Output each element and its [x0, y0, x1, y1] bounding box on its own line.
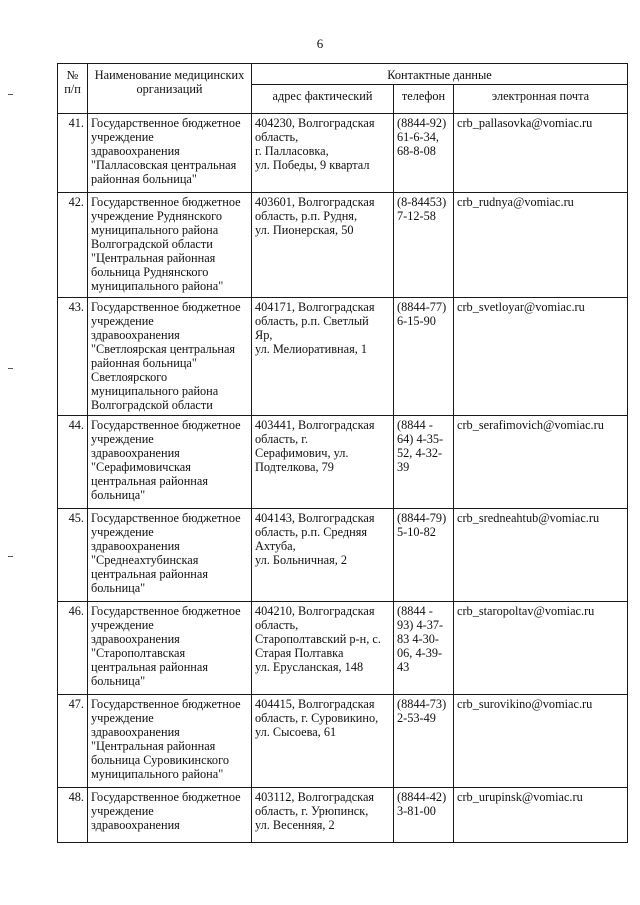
row-number: 45.: [58, 509, 88, 602]
org-name: Государственное бюджетное учреждение здравоохранения "Центральная районная больница Суровикинского муниципального района": [88, 695, 252, 788]
table-row: [58, 695, 628, 788]
scan-mark: [8, 556, 13, 557]
org-email: crb_urupinsk@vomiac.ru: [454, 788, 628, 843]
row-number: 43.: [58, 298, 88, 416]
org-address: 404210, Волгоградская область, Старополтавский р-н, с. Старая Полтавка ул. Ерусланская, 148: [252, 602, 394, 695]
header-contacts: Контактные данные: [252, 64, 628, 85]
org-address: 403441, Волгоградская область, г. Серафимович, ул. Подтелкова, 79: [252, 416, 394, 509]
row-number: 47.: [58, 695, 88, 788]
table-row: [58, 298, 628, 416]
org-address: 403601, Волгоградская область, р.п. Рудня, ул. Пионерская, 50: [252, 193, 394, 298]
org-phone: (8-84453) 7-12-58: [394, 193, 454, 298]
row-number: 44.: [58, 416, 88, 509]
org-email: crb_rudnya@vomiac.ru: [454, 193, 628, 298]
org-address: 404415, Волгоградская область, г. Суровикино, ул. Сысоева, 61: [252, 695, 394, 788]
scan-mark: [8, 94, 13, 95]
row-number: 48.: [58, 788, 88, 843]
page-number: 6: [316, 36, 324, 51]
row-number: 41.: [58, 114, 88, 193]
org-email: crb_surovikino@vomiac.ru: [454, 695, 628, 788]
org-phone: (8844-77) 6-15-90: [394, 298, 454, 416]
org-name: Государственное бюджетное учреждение здравоохранения "Старополтавская центральная районная больница": [88, 602, 252, 695]
scan-mark: [8, 368, 13, 369]
org-address: 404230, Волгоградская область, г. Палласовка, ул. Победы, 9 квартал: [252, 114, 394, 193]
table-row: [58, 114, 628, 193]
org-phone: (8844-73) 2-53-49: [394, 695, 454, 788]
org-name: Государственное бюджетное учреждение Руднянского муниципального района Волгоградской области "Центральная районная больница Руднянского муниципального района": [88, 193, 252, 298]
org-email: crb_staropoltav@vomiac.ru: [454, 602, 628, 695]
org-phone: (8844-79) 5-10-82: [394, 509, 454, 602]
header-row: [58, 64, 628, 85]
row-number: 42.: [58, 193, 88, 298]
org-name: Государственное бюджетное учреждение здравоохранения: [88, 788, 252, 843]
table-body: [58, 114, 628, 843]
org-email: crb_pallasovka@vomiac.ru: [454, 114, 628, 193]
org-email: crb_svetloyar@vomiac.ru: [454, 298, 628, 416]
table-row: [58, 193, 628, 298]
org-name: Государственное бюджетное учреждение здравоохранения "Светлоярская центральная районная больница" Светлоярского муниципального района Волгоградской области: [88, 298, 252, 416]
org-phone: (8844-92) 61-6-34, 68-8-08: [394, 114, 454, 193]
table-row: [58, 416, 628, 509]
org-phone: (8844 - 64) 4-35- 52, 4-32- 39: [394, 416, 454, 509]
org-name: Государственное бюджетное учреждение здравоохранения "Среднеахтубинская центральная районная больница": [88, 509, 252, 602]
header-email: электронная почта: [454, 85, 628, 114]
org-email: crb_serafimovich@vomiac.ru: [454, 416, 628, 509]
org-address: 403112, Волгоградская область, г. Урюпинск, ул. Весенняя, 2: [252, 788, 394, 843]
org-email: crb_sredneahtub@vomiac.ru: [454, 509, 628, 602]
table-row: [58, 509, 628, 602]
org-name: Государственное бюджетное учреждение здравоохранения "Палласовская центральная районная больница": [88, 114, 252, 193]
header-name: Наименование медицинских организаций: [88, 64, 252, 114]
org-address: 404143, Волгоградская область, р.п. Средняя Ахтуба, ул. Больничная, 2: [252, 509, 394, 602]
org-phone: (8844-42) 3-81-00: [394, 788, 454, 843]
header-num: № п/п: [58, 64, 88, 114]
medical-organizations-table: [57, 63, 628, 843]
header-phone: телефон: [394, 85, 454, 114]
header-address: адрес фактический: [252, 85, 394, 114]
org-name: Государственное бюджетное учреждение здравоохранения "Серафимовичская центральная районная больница": [88, 416, 252, 509]
row-number: 46.: [58, 602, 88, 695]
table-row: [58, 602, 628, 695]
org-phone: (8844 - 93) 4-37- 83 4-30- 06, 4-39- 43: [394, 602, 454, 695]
table-row: [58, 788, 628, 843]
org-address: 404171, Волгоградская область, р.п. Светлый Яр, ул. Мелиоративная, 1: [252, 298, 394, 416]
